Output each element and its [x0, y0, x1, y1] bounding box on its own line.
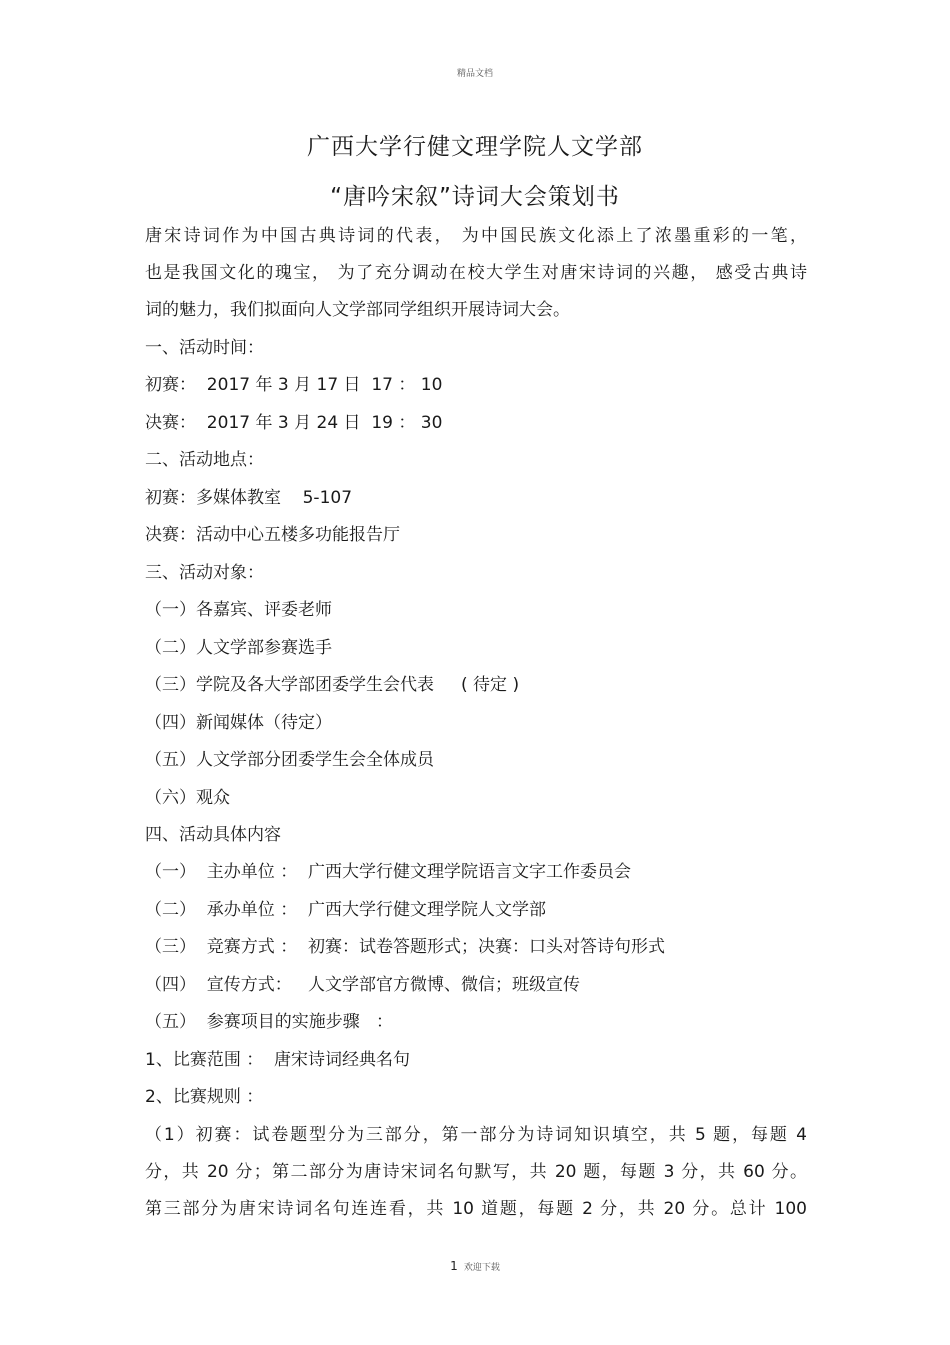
page-footer	[0, 1259, 950, 1273]
intro-paragraph-line: 也是我国文化的瑰宝， 为了充分调动在校大学生对唐宋诗词的兴趣， 感受古典诗	[145, 263, 807, 283]
target-item: （二）人文学部参赛选手	[145, 638, 332, 658]
content-item: （五） 参赛项目的实施步骤 ：	[145, 1012, 394, 1032]
target-item: （四）新闻媒体（待定）	[145, 713, 332, 733]
section-heading-content: 四、活动具体内容	[145, 825, 281, 845]
document-title-line2: “唐吟宋叙”诗词大会策划书	[330, 184, 620, 210]
target-item: （六）观众	[145, 788, 230, 808]
target-item: （五）人文学部分团委学生会全体成员	[145, 750, 434, 770]
document-title-line1: 广西大学行健文理学院人文学部	[307, 134, 643, 160]
content-item: （四） 宣传方式： 人文学部官方微博、微信；班级宣传	[145, 975, 581, 995]
rules-line: 第三部分为唐宋诗词名句连连看，共 10 道题，每题 2 分，共 20 分。总计 100	[145, 1199, 807, 1219]
place-prelim: 初赛：多媒体教室 5-107	[145, 488, 353, 508]
competition-scope: 1、比赛范围 ： 唐宋诗词经典名句	[145, 1050, 411, 1070]
target-item: （一）各嘉宾、评委老师	[145, 600, 332, 620]
target-item: （三）学院及各大学部团委学生会代表 ( 待定 )	[145, 675, 520, 695]
section-heading-place: 二、活动地点：	[145, 450, 264, 470]
rules-line: （1）初赛：试卷题型分为三部分，第一部分为诗词知识填空，共 5 题，每题 4	[145, 1125, 807, 1145]
page-header: 精品文档	[456, 69, 493, 79]
content-item: （一） 主办单位 ： 广西大学行健文理学院语言文字工作委员会	[145, 862, 632, 882]
intro-paragraph-line: 词的魅力，我们拟面向人文学部同学组织开展诗词大会。	[145, 300, 570, 320]
content-item: （三） 竞赛方式 ： 初赛：试卷答题形式；决赛：口头对答诗句形式	[145, 937, 666, 957]
content-item: （二） 承办单位 ： 广西大学行健文理学院人文学部	[145, 900, 547, 920]
intro-paragraph-line: 唐宋诗词作为中国古典诗词的代表， 为中国民族文化添上了浓墨重彩的一笔，	[145, 226, 807, 246]
footer-text: 欢迎下载	[463, 1263, 500, 1273]
competition-rules-heading: 2、比赛规则 ：	[145, 1087, 264, 1107]
section-heading-time: 一、活动时间：	[145, 338, 264, 358]
page-number: 1	[450, 1259, 458, 1273]
rules-line: 分，共 20 分；第二部分为唐诗宋词名句默写，共 20 题，每题 3 分，共 60 分。	[145, 1162, 807, 1182]
section-heading-target: 三、活动对象：	[145, 563, 264, 583]
place-final: 决赛：活动中心五楼多功能报告厅	[145, 525, 400, 545]
time-prelim: 初赛： 2017 年 3 月 17 日 17 ： 10	[145, 375, 443, 395]
time-final: 决赛： 2017 年 3 月 24 日 19 ： 30	[145, 413, 443, 433]
